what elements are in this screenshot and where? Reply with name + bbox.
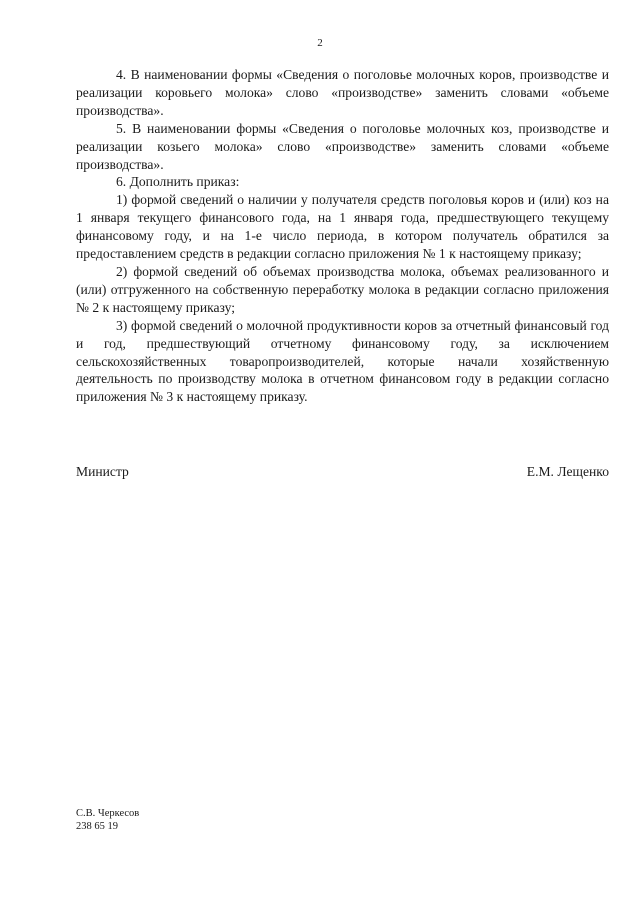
executor-name: С.В. Черкесов xyxy=(76,808,140,819)
signature-position: Министр xyxy=(76,464,129,479)
document-body xyxy=(76,66,609,406)
executor-phone: 238 65 19 xyxy=(76,820,118,832)
paragraph-6: 6. Дополнить приказ: xyxy=(116,174,240,190)
page-number: 2 xyxy=(317,37,323,49)
paragraph-4: 4. В наименовании формы «Сведения о поголовье молочных коров, производстве и реализации коровьего молока» слово «производстве» заменить словами «объеме производства». xyxy=(76,67,609,118)
executor-footer xyxy=(76,808,139,833)
list-item-1: 1) формой сведений о наличии у получателя средств поголовья коров и (или) коз на 1 января текущего финансового года, на 1 января года, предшествующего текущему финансовому году, и на 1-е число периода, в котором получатель обратился за предоставлением средств в редакции согласно приложения № 1 к настоящему приказу; xyxy=(76,192,609,262)
signature-name: Е.М. Лещенко xyxy=(526,464,609,479)
list-item-2: 2) формой сведений об объемах производства молока, объемах реализованного и (или) отгруженного на собственную переработку молока в редакции согласно приложения № 2 к настоящему приказу; xyxy=(76,263,609,315)
paragraph-5: 5. В наименовании формы «Сведения о поголовье молочных коз, производстве и реализации козьего молока» слово «производстве» заменить словами «объеме производства». xyxy=(76,120,609,172)
signature-block xyxy=(76,463,609,483)
list-item-3: 3) формой сведений о молочной продуктивности коров за отчетный финансовый год и год, предшествующий отчетному финансовому году, за исключением сельскохозяйственных товаропроизводителей, которые начали хозяйственную деятельность по производству молока в отчетном финансовом году в редакции согласно приложения № 3 к настоящему приказу. xyxy=(76,317,609,405)
